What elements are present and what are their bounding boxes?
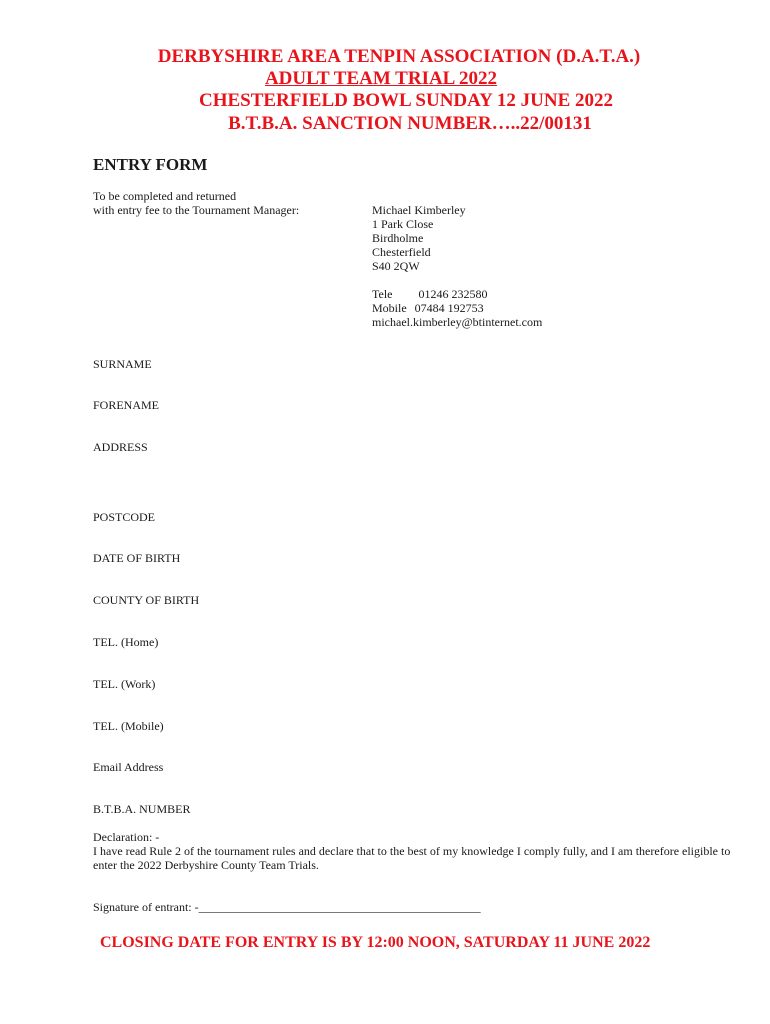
instructions-line-1: To be completed and returned [93,189,237,203]
manager-tele [372,287,542,301]
manager-email-link[interactable]: michael.kimberley@btinternet.com [372,315,543,329]
manager-address-block [372,203,542,329]
manager-address-line-1: 1 Park Close [372,217,434,231]
date-of-birth-label: DATE OF BIRTH [93,551,181,565]
declaration-text: I have read Rule 2 of the tournament rules and declare that to the best of my knowledge I comply fully, and I am therefore eligible to enter the 2022 Derbyshire County Team Trials. [93,844,731,872]
header-event-title: ADULT TEAM TRIAL 2022 [264,68,498,89]
surname-label: SURNAME [93,357,152,371]
manager-mobile [372,301,542,315]
header-association: DERBYSHIRE AREA TENPIN ASSOCIATION (D.A.T.A.) [157,46,641,67]
tele-number[interactable]: 01246 232580 [418,287,488,301]
signature-line[interactable]: Signature of entrant: -_______________________________________________ [93,900,481,914]
manager-postcode: S40 2QW [372,259,420,273]
declaration-block [93,830,733,872]
header-venue-date: CHESTERFIELD BOWL SUNDAY 12 JUNE 2022 [198,90,614,111]
mobile-number[interactable]: 07484 192753 [414,301,484,315]
forename-label: FORENAME [93,398,160,412]
mobile-label: Mobile [372,301,407,315]
manager-address-line-2: Birdholme [372,231,424,245]
declaration-title: Declaration: - [93,830,160,844]
tel-work-label: TEL. (Work) [93,677,156,691]
closing-date-notice: CLOSING DATE FOR ENTRY IS BY 12:00 NOON, SATURDAY 11 JUNE 2022 [100,934,651,951]
email-address-label: Email Address [93,760,164,774]
tel-mobile-label: TEL. (Mobile) [93,719,164,733]
instructions-line-2: with entry fee to the Tournament Manager: [93,203,300,217]
postcode-label: POSTCODE [93,510,156,524]
tele-label: Tele [372,287,393,301]
address-label: ADDRESS [93,440,148,454]
btba-number-label: B.T.B.A. NUMBER [93,802,191,816]
header-sanction-number: B.T.B.A. SANCTION NUMBER…..22/00131 [228,113,592,134]
tel-home-label: TEL. (Home) [93,635,159,649]
form-title: ENTRY FORM [93,155,208,174]
manager-name: Michael Kimberley [372,203,466,217]
county-of-birth-label: COUNTY OF BIRTH [93,593,200,607]
manager-address-line-3: Chesterfield [372,245,431,259]
